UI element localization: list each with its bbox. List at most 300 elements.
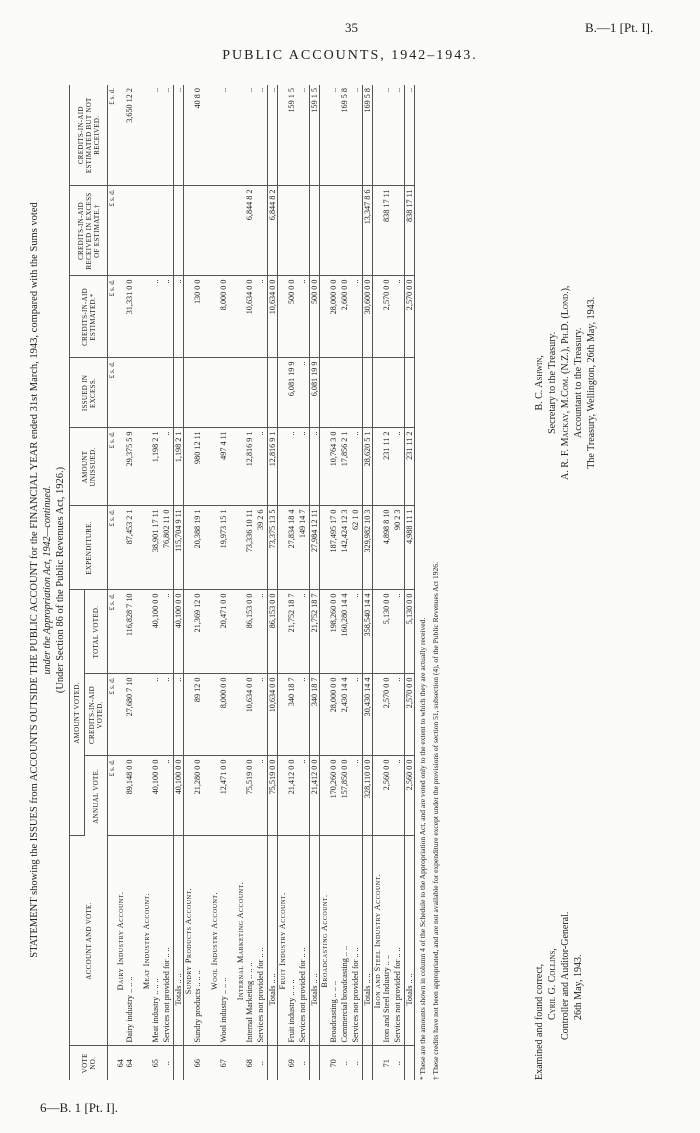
amount-cell: 39 2 6 bbox=[256, 506, 268, 590]
unit-label: £ s. d. bbox=[108, 428, 117, 506]
header-received-excess: CREDITS-IN-AID RECEIVED IN EXCESS OF ESTIMATE.† bbox=[70, 186, 108, 276]
amount-cell: .. bbox=[393, 756, 405, 836]
secretary-name: B. C. Ashwin, bbox=[534, 355, 545, 411]
header-total-voted: TOTAL VOTED. bbox=[85, 590, 108, 674]
amount-cell: 12,816 9 1 bbox=[245, 428, 256, 506]
account-cell: Services not provided for .. .. bbox=[393, 836, 405, 1046]
amount-cell: .. bbox=[162, 85, 174, 186]
amount-cell: .. bbox=[245, 85, 256, 186]
amount-cell: 62 1 0 bbox=[351, 506, 363, 590]
vote-number-cell: .. bbox=[162, 1061, 171, 1066]
vote-number-cell bbox=[236, 1046, 245, 1080]
amount-cell: .. bbox=[329, 85, 340, 186]
vote-number-cell: .. bbox=[298, 1061, 307, 1066]
amount-cell bbox=[393, 358, 405, 428]
statement-subtitle: under the Appropriation Act, 1942—continued. bbox=[42, 485, 53, 675]
amount-cell: .. bbox=[256, 590, 268, 674]
totals-row bbox=[174, 85, 184, 1080]
amount-cell: 187,495 17 0 bbox=[329, 506, 340, 590]
amount-cell bbox=[142, 358, 151, 428]
amount-cell: 10,634 0 0 bbox=[268, 674, 278, 756]
amount-cell: 30,600 0 0 bbox=[363, 276, 373, 358]
amount-cell bbox=[142, 186, 151, 276]
amount-cell bbox=[116, 358, 125, 428]
auditor-date: 26th May, 1943. bbox=[573, 954, 584, 1020]
amount-cell bbox=[210, 85, 219, 186]
amount-cell: 19,973 15 1 bbox=[219, 506, 230, 590]
amount-cell bbox=[210, 506, 219, 590]
amount-cell bbox=[184, 276, 194, 358]
header-credits-voted: CREDITS-IN-AID VOTED. bbox=[85, 674, 108, 756]
amount-cell bbox=[373, 590, 383, 674]
account-heading: Meat Industry Account. bbox=[142, 836, 151, 1046]
amount-cell bbox=[151, 358, 162, 428]
amount-cell: 31,331 0 0 bbox=[125, 276, 136, 358]
amount-cell: 10,634 0 0 bbox=[245, 276, 256, 358]
amount-cell: 17,856 2 1 bbox=[340, 428, 351, 506]
amount-cell: 10,634 0 0 bbox=[245, 674, 256, 756]
vote-number-cell bbox=[373, 1046, 383, 1080]
amount-cell bbox=[405, 358, 415, 428]
page-number: 35 bbox=[345, 20, 358, 35]
header-expenditure: EXPENDITURE. bbox=[70, 506, 108, 590]
amount-cell: .. bbox=[405, 85, 415, 186]
amount-cell bbox=[142, 506, 151, 590]
accountant-title: Accountant to the Treasury. bbox=[573, 327, 584, 439]
amount-cell bbox=[340, 358, 351, 428]
unit-label: £ s. d. bbox=[108, 674, 117, 756]
amount-cell bbox=[116, 428, 125, 506]
vote-number-cell bbox=[184, 1046, 194, 1080]
amount-cell bbox=[236, 358, 245, 428]
amount-cell: .. bbox=[298, 428, 310, 506]
amount-cell bbox=[320, 186, 330, 276]
amount-cell: 10,764 3 0 bbox=[329, 428, 340, 506]
auditor-signature bbox=[533, 912, 585, 1080]
amount-cell bbox=[340, 186, 351, 276]
amount-cell bbox=[184, 506, 194, 590]
footnote-star: * These are the amounts shown in column 4 of the Schedule to the Appropriation Act, and are voted only to the extent to which they are actually received. bbox=[418, 617, 427, 1080]
amount-cell bbox=[278, 85, 288, 186]
amount-cell bbox=[174, 186, 184, 276]
unit-label: £ s. d. bbox=[108, 756, 117, 836]
amount-cell: .. bbox=[393, 85, 405, 186]
account-heading-row bbox=[142, 85, 151, 1080]
amount-cell bbox=[373, 186, 383, 276]
amount-cell bbox=[219, 358, 230, 428]
amount-cell: 340 18 7 bbox=[310, 674, 320, 756]
account-cell: Totals .. .. bbox=[268, 836, 278, 1046]
amount-cell bbox=[373, 276, 383, 358]
auditor-title: Controller and Auditor-General. bbox=[560, 911, 571, 1040]
amount-cell: 10,634 0 0 bbox=[268, 276, 278, 358]
amount-cell bbox=[236, 756, 245, 836]
unit-label: £ s. d. bbox=[108, 276, 117, 358]
table-row bbox=[351, 85, 363, 1080]
amount-cell bbox=[256, 186, 268, 276]
amount-cell: .. bbox=[256, 276, 268, 358]
amount-cell bbox=[142, 674, 151, 756]
amount-cell bbox=[320, 590, 330, 674]
amount-cell bbox=[142, 276, 151, 358]
page-reference: B.—1 [Pt. I]. bbox=[585, 20, 654, 35]
amount-cell: .. bbox=[393, 428, 405, 506]
amount-cell bbox=[193, 186, 204, 276]
amount-cell bbox=[210, 590, 219, 674]
amount-cell: 40,100 0 0 bbox=[174, 756, 184, 836]
amount-cell: .. bbox=[351, 674, 363, 756]
table-row bbox=[125, 85, 136, 1080]
vote-number-cell bbox=[210, 1046, 219, 1080]
account-cell: Services not provided for .. .. bbox=[298, 836, 310, 1046]
amount-cell: 149 14 7 bbox=[298, 506, 310, 590]
amount-cell: 21,752 18 7 bbox=[310, 590, 320, 674]
account-heading-row bbox=[236, 85, 245, 1080]
amount-cell: .. bbox=[393, 674, 405, 756]
amount-cell bbox=[278, 756, 288, 836]
amount-cell bbox=[373, 756, 383, 836]
amount-cell bbox=[210, 674, 219, 756]
amount-cell bbox=[287, 186, 298, 276]
table-row bbox=[393, 85, 405, 1080]
amount-cell bbox=[162, 186, 174, 276]
amount-cell: 159 1 5 bbox=[310, 85, 320, 186]
amount-cell: 21,412 0 0 bbox=[287, 756, 298, 836]
amount-cell: .. bbox=[393, 276, 405, 358]
account-cell: Commercial broadcasting .. .. bbox=[340, 836, 351, 1046]
amount-cell bbox=[142, 428, 151, 506]
amount-cell: 838 17 11 bbox=[405, 186, 415, 276]
header-vote-no: VOTE NO. bbox=[70, 1046, 108, 1080]
amount-cell: 38,901 17 11 bbox=[151, 506, 162, 590]
amount-cell: 2,570 0 0 bbox=[405, 674, 415, 756]
unit-label: £ s. d. bbox=[108, 506, 117, 590]
account-cell: Meat industry .. .. .. bbox=[151, 836, 162, 1046]
secretary-title: Secretary to the Treasury. bbox=[547, 331, 558, 434]
account-cell: Totals .. .. bbox=[405, 836, 415, 1046]
amount-cell: 6,081 19 9 bbox=[287, 358, 298, 428]
amount-cell bbox=[184, 756, 194, 836]
amount-cell: 21,412 0 0 bbox=[310, 756, 320, 836]
amount-cell bbox=[142, 756, 151, 836]
statement-heading bbox=[28, 80, 67, 1080]
amount-cell: 40,100 0 0 bbox=[151, 590, 162, 674]
amount-cell: .. bbox=[351, 85, 363, 186]
amount-cell: 28,000 0 0 bbox=[329, 276, 340, 358]
amount-cell bbox=[162, 358, 174, 428]
amount-cell bbox=[210, 186, 219, 276]
amount-cell bbox=[236, 506, 245, 590]
amount-cell: .. bbox=[298, 276, 310, 358]
amount-cell: 2,570 0 0 bbox=[405, 276, 415, 358]
table-row bbox=[151, 85, 162, 1080]
unit-label: £ s. d. bbox=[108, 85, 117, 186]
amount-cell: 340 18 7 bbox=[287, 674, 298, 756]
amount-cell: 86,153 0 0 bbox=[245, 590, 256, 674]
amount-cell bbox=[363, 358, 373, 428]
account-heading: Dairy Industry Account. bbox=[116, 836, 125, 1046]
amount-cell: .. bbox=[298, 674, 310, 756]
amount-cell bbox=[184, 674, 194, 756]
vote-number-cell: 66 bbox=[193, 1059, 202, 1068]
amount-cell: .. bbox=[174, 85, 184, 186]
amount-cell: 8,000 0 0 bbox=[219, 276, 230, 358]
amount-cell bbox=[236, 186, 245, 276]
amount-cell: 4,988 11 1 bbox=[405, 506, 415, 590]
account-cell: Internal Marketing .. .. .. bbox=[245, 836, 256, 1046]
table-row bbox=[287, 85, 298, 1080]
auditor-name: Cyril G. Collins, bbox=[547, 948, 558, 1020]
amount-cell bbox=[278, 186, 288, 276]
amount-cell bbox=[125, 186, 136, 276]
amount-cell bbox=[320, 756, 330, 836]
table-row bbox=[219, 85, 230, 1080]
footer-reference: 6—B. 1 [Pt. I]. bbox=[40, 1100, 118, 1115]
account-heading-row bbox=[116, 85, 125, 1080]
amount-cell bbox=[278, 358, 288, 428]
header-excess: ISSUED IN EXCESS. bbox=[70, 358, 108, 428]
account-heading-row bbox=[320, 85, 330, 1080]
amount-cell bbox=[256, 358, 268, 428]
amount-cell bbox=[329, 358, 340, 428]
amount-cell: 28,000 0 0 bbox=[329, 674, 340, 756]
account-heading-row bbox=[278, 85, 288, 1080]
amount-cell: 160,280 14 4 bbox=[340, 590, 351, 674]
amount-cell bbox=[320, 276, 330, 358]
examined-line: Examined and found correct, bbox=[534, 963, 545, 1080]
statement-title: STATEMENT showing the ISSUES from ACCOUNTS OUTSIDE THE PUBLIC ACCOUNT for the FINANCIAL YEAR ended 31st March, 1943, compared with the Sums voted bbox=[29, 202, 40, 958]
amount-cell bbox=[236, 590, 245, 674]
amount-cell: 40,100 0 0 bbox=[174, 590, 184, 674]
amount-cell: 28,620 5 1 bbox=[363, 428, 373, 506]
amount-cell bbox=[116, 85, 125, 186]
vote-number-cell bbox=[268, 1046, 278, 1080]
vote-number-cell: 71 bbox=[382, 1059, 391, 1068]
amount-cell bbox=[184, 428, 194, 506]
amount-cell: .. bbox=[298, 358, 310, 428]
amount-cell bbox=[278, 674, 288, 756]
amount-cell: .. bbox=[268, 85, 278, 186]
amount-cell bbox=[278, 428, 288, 506]
amount-cell bbox=[184, 358, 194, 428]
totals-row bbox=[310, 85, 320, 1080]
totals-row bbox=[405, 85, 415, 1080]
amount-cell bbox=[298, 186, 310, 276]
amount-cell: 497 4 11 bbox=[219, 428, 230, 506]
amount-cell: 1,198 2 1 bbox=[151, 428, 162, 506]
amount-cell: .. bbox=[162, 428, 174, 506]
amount-cell bbox=[116, 756, 125, 836]
account-heading-row bbox=[373, 85, 383, 1080]
vote-number-cell bbox=[310, 1046, 320, 1080]
amount-cell bbox=[116, 276, 125, 358]
amount-cell: 6,844 8 2 bbox=[245, 186, 256, 276]
amount-cell bbox=[278, 590, 288, 674]
amount-cell: 40,100 0 0 bbox=[151, 756, 162, 836]
amount-cell: 12,471 0 0 bbox=[219, 756, 230, 836]
amount-cell bbox=[320, 358, 330, 428]
amount-cell: 27,680 7 10 bbox=[125, 674, 136, 756]
amount-cell bbox=[310, 186, 320, 276]
unit-label: £ s. d. bbox=[108, 186, 117, 276]
table-row bbox=[162, 85, 174, 1080]
amount-cell bbox=[116, 590, 125, 674]
amount-cell: 2,560 0 0 bbox=[382, 756, 393, 836]
header-not-received: CREDITS-IN-AID ESTIMATED BUT NOT RECEIVED. bbox=[70, 85, 108, 186]
amount-cell bbox=[382, 358, 393, 428]
amount-cell: 27,984 12 11 bbox=[310, 506, 320, 590]
amount-cell: 73,336 10 11 bbox=[245, 506, 256, 590]
account-cell: Dairy industry .. .. .. bbox=[125, 836, 136, 1046]
amount-cell bbox=[236, 276, 245, 358]
account-heading-row bbox=[210, 85, 219, 1080]
vote-number-cell bbox=[142, 1046, 151, 1080]
amount-cell: .. bbox=[174, 276, 184, 358]
vote-number-cell: .. bbox=[256, 1061, 265, 1066]
amount-cell bbox=[268, 358, 278, 428]
amount-cell: .. bbox=[310, 428, 320, 506]
amount-cell bbox=[236, 674, 245, 756]
amount-cell bbox=[320, 674, 330, 756]
amount-cell: .. bbox=[162, 674, 174, 756]
amount-cell: 328,110 0 0 bbox=[363, 756, 373, 836]
amount-cell: 2,600 0 0 bbox=[340, 276, 351, 358]
amount-cell: 20,471 0 0 bbox=[219, 590, 230, 674]
account-cell: Totals .. .. bbox=[174, 836, 184, 1046]
amount-cell: 116,828 7 10 bbox=[125, 590, 136, 674]
amount-cell bbox=[245, 358, 256, 428]
amount-cell bbox=[320, 85, 330, 186]
amount-cell: 169 5 8 bbox=[340, 85, 351, 186]
amount-cell: .. bbox=[256, 674, 268, 756]
amount-cell bbox=[125, 358, 136, 428]
amount-cell: .. bbox=[162, 276, 174, 358]
amount-cell: .. bbox=[351, 756, 363, 836]
amount-cell: 170,260 0 0 bbox=[329, 756, 340, 836]
amount-cell bbox=[116, 506, 125, 590]
amount-cell: 8,000 0 0 bbox=[219, 674, 230, 756]
amount-cell: .. bbox=[298, 85, 310, 186]
vote-number-cell bbox=[320, 1046, 330, 1080]
amount-cell: 358,540 14 4 bbox=[363, 590, 373, 674]
statement-section-note: (Under Section 86 of the Public Revenues Act, 1926.) bbox=[55, 466, 66, 694]
amount-cell: 157,850 0 0 bbox=[340, 756, 351, 836]
amount-cell: 13,347 8 6 bbox=[363, 186, 373, 276]
amount-cell: .. bbox=[151, 674, 162, 756]
amount-cell: .. bbox=[393, 590, 405, 674]
accountant-name: A. R. F. Mackay, M.Com. (N.Z.), Ph.D. (Lond.), bbox=[560, 285, 571, 480]
amount-cell bbox=[193, 358, 204, 428]
amount-cell: .. bbox=[256, 428, 268, 506]
amount-cell: 2,570 0 0 bbox=[382, 276, 393, 358]
amount-cell bbox=[373, 506, 383, 590]
vote-number-cell: 65 bbox=[151, 1059, 160, 1068]
account-cell: Broadcasting .. .. .. bbox=[329, 836, 340, 1046]
amount-cell: 329,982 10 3 bbox=[363, 506, 373, 590]
amount-cell: 89 12 0 bbox=[193, 674, 204, 756]
amount-cell: 231 11 2 bbox=[405, 428, 415, 506]
account-cell: Services not provided for .. .. bbox=[351, 836, 363, 1046]
amount-cell: 142,424 12 3 bbox=[340, 506, 351, 590]
amount-cell: .. bbox=[351, 428, 363, 506]
amount-cell: 29,375 5 9 bbox=[125, 428, 136, 506]
amount-cell bbox=[236, 428, 245, 506]
amount-cell bbox=[210, 276, 219, 358]
vote-number-cell bbox=[405, 1046, 415, 1080]
table-row bbox=[382, 85, 393, 1080]
account-cell: Services not provided for .. .. bbox=[256, 836, 268, 1046]
vote-number-cell: 64 bbox=[116, 1059, 125, 1068]
amount-cell: 6,844 8 2 bbox=[268, 186, 278, 276]
header-estimated: CREDITS-IN-AID ESTIMATED.* bbox=[70, 276, 108, 358]
amount-cell: 5,130 0 0 bbox=[405, 590, 415, 674]
amount-cell bbox=[373, 85, 383, 186]
amount-cell: .. bbox=[219, 85, 230, 186]
amount-cell: 20,388 19 1 bbox=[193, 506, 204, 590]
amount-cell bbox=[184, 590, 194, 674]
amount-cell bbox=[236, 85, 245, 186]
amount-cell: 838 17 11 bbox=[382, 186, 393, 276]
amount-cell: 1,198 2 1 bbox=[174, 428, 184, 506]
amount-cell bbox=[373, 428, 383, 506]
amount-cell bbox=[373, 674, 383, 756]
amount-cell: 130 0 0 bbox=[193, 276, 204, 358]
amount-cell: 500 0 0 bbox=[310, 276, 320, 358]
table-row bbox=[245, 85, 256, 1080]
vote-number-cell bbox=[363, 1046, 373, 1080]
amount-cell: 12,816 9 1 bbox=[268, 428, 278, 506]
amount-cell: 115,704 9 11 bbox=[174, 506, 184, 590]
amount-cell: 2,430 14 4 bbox=[340, 674, 351, 756]
header-account: ACCOUNT AND VOTE. bbox=[70, 836, 108, 1046]
amount-cell: 86,153 0 0 bbox=[268, 590, 278, 674]
amount-cell: .. bbox=[287, 428, 298, 506]
account-cell: Wool industry .. .. .. bbox=[219, 836, 230, 1046]
amount-cell bbox=[351, 358, 363, 428]
amount-cell: 159 1 5 bbox=[287, 85, 298, 186]
amount-cell bbox=[278, 276, 288, 358]
amount-cell: .. bbox=[256, 85, 268, 186]
account-heading: Broadcasting Account. bbox=[320, 836, 330, 1046]
accounts-table bbox=[69, 85, 415, 1080]
amount-cell: .. bbox=[162, 590, 174, 674]
vote-number-cell: 70 bbox=[329, 1059, 338, 1068]
amount-cell bbox=[210, 756, 219, 836]
amount-cell: 21,369 12 0 bbox=[193, 590, 204, 674]
unit-row bbox=[108, 85, 117, 1080]
amount-cell bbox=[329, 186, 340, 276]
amount-cell bbox=[142, 85, 151, 186]
amount-cell bbox=[174, 358, 184, 428]
vote-number-cell bbox=[278, 1046, 288, 1080]
amount-cell: 21,280 0 0 bbox=[193, 756, 204, 836]
amount-cell bbox=[393, 186, 405, 276]
amount-cell: 198,260 0 0 bbox=[329, 590, 340, 674]
vote-number-cell: 68 bbox=[245, 1059, 254, 1068]
amount-cell: 6,081 19 9 bbox=[310, 358, 320, 428]
amount-cell bbox=[278, 506, 288, 590]
amount-cell: 4,898 8 10 bbox=[382, 506, 393, 590]
amount-cell bbox=[210, 358, 219, 428]
amount-cell bbox=[373, 358, 383, 428]
amount-cell: 2,560 0 0 bbox=[405, 756, 415, 836]
amount-cell: 231 11 2 bbox=[382, 428, 393, 506]
account-heading: Internal Marketing Account. bbox=[236, 836, 245, 1046]
treasury-signature bbox=[533, 286, 598, 480]
amount-cell bbox=[351, 186, 363, 276]
account-cell: Totals .. .. bbox=[363, 836, 373, 1046]
vote-number-cell: 67 bbox=[219, 1059, 228, 1068]
